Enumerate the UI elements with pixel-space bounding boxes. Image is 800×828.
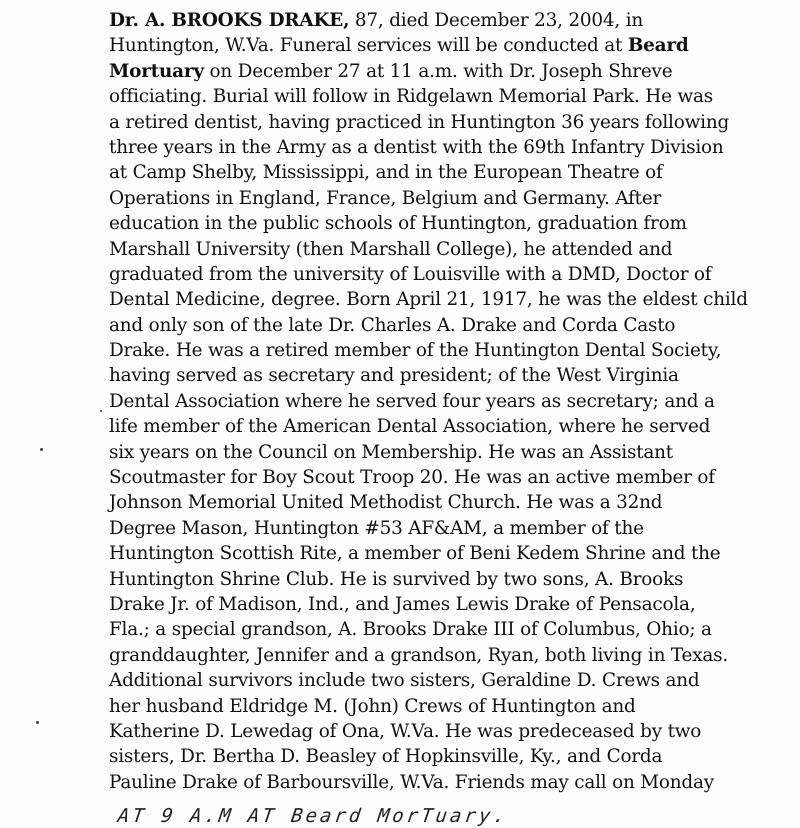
obituary-line: at Camp Shelby, Mississippi, and in the European Theatre of (109, 162, 663, 184)
obituary-line: Dental Association where he served four years as secretary; and a (109, 390, 715, 412)
obituary-line: Johnson Memorial United Methodist Church. He was a 32nd (109, 492, 663, 514)
obituary-line: Operations in England, France, Belgium and Germany. After (109, 187, 662, 209)
mortuary-name-part1: Beard (627, 35, 689, 57)
obituary-line: education in the public schools of Huntington, graduation from (109, 213, 687, 235)
obituary-line: three years in the Army as a dentist with the 69th Infantry Division (109, 136, 724, 158)
obituary-line: Drake. He was a retired member of the Huntington Dental Society, (109, 340, 722, 362)
obituary-line: Fla.; a special grandson, A. Brooks Drake III of Columbus, Ohio; a (109, 619, 712, 641)
obituary-line: Scoutmaster for Boy Scout Troop 20. He was an active member of (109, 467, 715, 489)
obituary-line: and only son of the late Dr. Charles A. Drake and Corda Casto (109, 314, 676, 336)
obituary-line-text: Huntington, W.Va. Funeral services will be conducted at (109, 35, 628, 57)
obituary-line: Additional survivors include two sisters, Geraldine D. Crews and (109, 670, 700, 692)
obituary-line: Degree Mason, Huntington #53 AF&AM, a member of the (109, 517, 644, 539)
handwritten-note: AT 9 A.M AT Beard MorTuary. (116, 805, 510, 827)
obituary-line-text: 87, died December 23, 2004, in (349, 10, 644, 31)
scan-speck (100, 410, 102, 412)
obituary-line: a retired dentist, having practiced in Huntington 36 years following (109, 111, 730, 133)
obituary-line (109, 59, 799, 84)
obituary-line: Pauline Drake of Barboursville, W.Va. Friends may call on Monday (109, 771, 714, 793)
obituary-line: Huntington Scottish Rite, a member of Beni Kedem Shrine and the (109, 543, 721, 565)
scan-speck (40, 448, 43, 451)
obituary-line: Drake Jr. of Madison, Ind., and James Lewis Drake of Pensacola, (109, 593, 696, 615)
obituary-line: Huntington Shrine Club. He is survived by two sons, A. Brooks (109, 568, 684, 590)
obituary-line: six years on the Council on Membership. He was an Assistant (109, 441, 673, 463)
obituary-line-text: on December 27 at 11 a.m. with Dr. Joseph Shreve (203, 60, 673, 82)
obituary-line: having served as secretary and president; of the West Virginia (109, 365, 679, 387)
mortuary-name-part2: Mortuary (109, 60, 204, 82)
obituary-line: Katherine D. Lewedag of Ona, W.Va. He was predeceased by two (109, 720, 702, 742)
scan-speck (36, 721, 39, 724)
obituary-line: officiating. Burial will follow in Ridgelawn Memorial Park. He was (109, 86, 713, 108)
obituary-line: her husband Eldridge M. (John) Crews of Huntington and (109, 695, 636, 717)
obituary-line: granddaughter, Jennifer and a grandson, Ryan, both living in Texas. (109, 644, 729, 666)
obituary-line (109, 33, 799, 58)
obituary-line: sisters, Dr. Bertha D. Beasley of Hopkinsville, Ky., and Corda (109, 746, 663, 768)
obituary-text (109, 8, 799, 795)
obituary-line: life member of the American Dental Association, where he served (109, 416, 711, 438)
obituary-line: Dental Medicine, degree. Born April 21, 1917, he was the eldest child (109, 289, 748, 311)
obituary-line: Marshall University (then Marshall College), he attended and (109, 238, 673, 260)
obituary-line (109, 8, 799, 33)
obituary-line: graduated from the university of Louisville with a DMD, Doctor of (109, 263, 712, 285)
deceased-name: Dr. A. BROOKS DRAKE, (109, 10, 350, 31)
